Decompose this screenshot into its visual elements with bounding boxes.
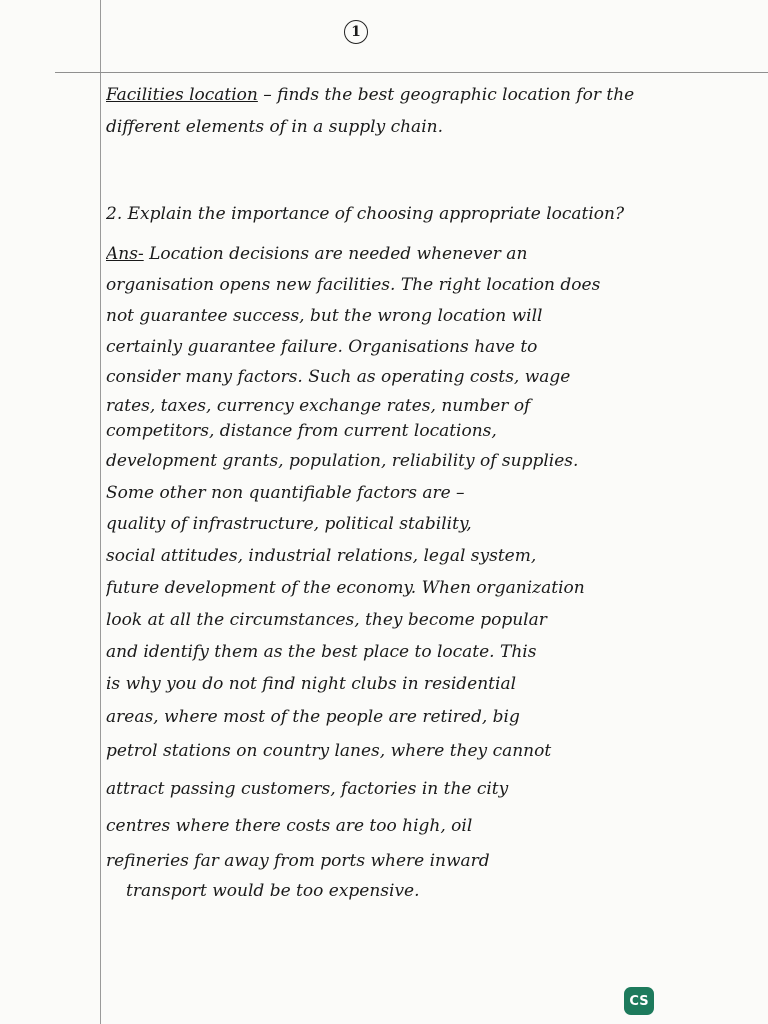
- definition-line-1: [106, 84, 746, 106]
- answer-line: consider many factors. Such as operating costs, wage: [106, 367, 571, 387]
- answer-line-1: [106, 243, 746, 265]
- definition-line-2: different elements of in a supply chain.: [106, 117, 443, 137]
- answer-line-text: Location decisions are needed whenever an: [143, 244, 528, 264]
- question-text: 2. Explain the importance of choosing appropriate location?: [106, 204, 625, 224]
- answer-line: is why you do not find night clubs in residential: [106, 674, 517, 694]
- answer-line: transport would be too expensive.: [126, 881, 420, 901]
- page-number: 1: [344, 20, 368, 44]
- definition-text: – finds the best geographic location for the: [257, 85, 635, 105]
- answer-line: Some other non quantifiable factors are –: [106, 483, 465, 503]
- answer-line: organisation opens new facilities. The right location does: [106, 275, 601, 295]
- answer-label: Ans-: [106, 244, 144, 264]
- answer-line: petrol stations on country lanes, where they cannot: [106, 741, 552, 761]
- answer-line: look at all the circumstances, they become popular: [106, 610, 547, 630]
- margin-line: [100, 0, 101, 1024]
- answer-line: not guarantee success, but the wrong location will: [106, 306, 543, 326]
- answer-line: rates, taxes, currency exchange rates, number of: [106, 396, 531, 416]
- answer-line: development grants, population, reliability of supplies.: [106, 451, 579, 471]
- answer-line: areas, where most of the people are retired, big: [106, 707, 520, 727]
- answer-line: certainly guarantee failure. Organisations have to: [106, 337, 538, 357]
- header-rule: [55, 72, 768, 73]
- answer-line: attract passing customers, factories in the city: [106, 779, 509, 799]
- answer-line: competitors, distance from current locations,: [106, 421, 497, 441]
- camscanner-logo: CS: [624, 987, 654, 1015]
- answer-line: future development of the economy. When organization: [106, 578, 585, 598]
- answer-line: and identify them as the best place to locate. This: [106, 642, 537, 662]
- answer-line: social attitudes, industrial relations, legal system,: [106, 546, 537, 566]
- answer-line: centres where there costs are too high, oil: [106, 816, 473, 836]
- definition-term: Facilities location: [106, 85, 258, 105]
- answer-line: quality of infrastructure, political stability,: [106, 514, 472, 534]
- answer-line: refineries far away from ports where inward: [106, 851, 490, 871]
